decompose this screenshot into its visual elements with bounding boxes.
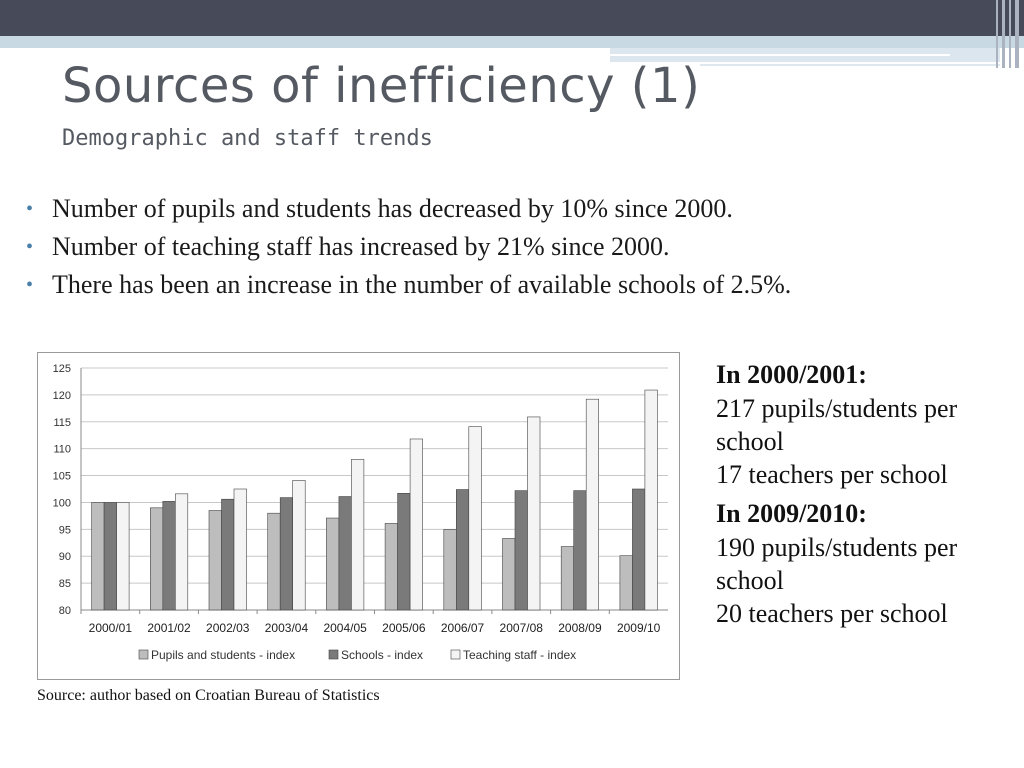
bullet-list (22, 190, 791, 304)
bullet-item (22, 228, 791, 266)
source-note: Source: author based on Croatian Bureau of Statistics (37, 687, 380, 704)
bullet-icon: • (26, 236, 34, 258)
bar (163, 501, 176, 610)
chart-frame (37, 352, 680, 680)
y-tick-label: 85 (58, 578, 71, 591)
bullet-item (22, 190, 791, 228)
x-tick-label: 2001/02 (147, 621, 191, 635)
bar (339, 497, 352, 610)
top-band (0, 36, 1024, 48)
bar (645, 390, 658, 610)
stats-pupils-2009: 190 pupils/students per school (716, 533, 958, 595)
bar (444, 529, 457, 610)
bar (104, 502, 117, 610)
x-tick-label: 2006/07 (440, 621, 485, 635)
bullet-item (22, 266, 791, 304)
bar (561, 547, 574, 610)
bar (620, 556, 633, 610)
x-tick-label: 2000/01 (88, 621, 133, 635)
bar (268, 513, 281, 610)
stats-teachers-2000: 17 teachers per school (716, 460, 948, 489)
y-tick-label: 120 (52, 389, 71, 402)
legend-label: Pupils and students - index (151, 648, 296, 662)
legend-swatch (139, 650, 148, 659)
decor-line (610, 54, 950, 56)
slide-title: Sources of inefficiency (1) (62, 58, 701, 114)
bar (574, 491, 587, 610)
x-tick-label: 2008/09 (558, 621, 602, 635)
bar (385, 523, 398, 610)
bar (117, 502, 130, 610)
bullet-icon: • (26, 274, 34, 296)
bar (280, 498, 293, 610)
bullet-text: Number of teaching staff has increased by 21% since 2000. (52, 232, 670, 261)
y-tick-label: 125 (52, 363, 71, 375)
bullet-text: There has been an increase in the number of available schools of 2.5%. (52, 270, 792, 299)
bar-chart (38, 353, 679, 679)
bar (469, 427, 482, 610)
legend-label: Schools - index (341, 648, 424, 662)
bar (456, 490, 469, 610)
stats-panel (716, 358, 1016, 630)
bar (234, 489, 247, 610)
x-tick-label: 2007/08 (499, 621, 543, 635)
decor-stripes (992, 0, 1024, 68)
bar (515, 491, 528, 610)
bar (222, 499, 235, 610)
y-tick-label: 105 (52, 470, 71, 483)
bullet-icon: • (26, 198, 34, 220)
bullet-text: Number of pupils and students has decreased by 10% since 2000. (52, 194, 733, 223)
stats-pupils-2000: 217 pupils/students per school (716, 394, 958, 456)
x-tick-label: 2003/04 (264, 621, 309, 635)
bar (632, 489, 645, 610)
stats-heading-2009: In 2009/2010: (716, 499, 867, 528)
bar (528, 417, 541, 610)
legend-label: Teaching staff - index (463, 648, 577, 662)
x-tick-label: 2002/03 (206, 621, 250, 635)
bar (209, 511, 222, 610)
y-tick-label: 110 (53, 443, 71, 456)
y-tick-label: 90 (58, 551, 71, 564)
bar (175, 494, 188, 610)
slide-subtitle: Demographic and staff trends (62, 126, 433, 151)
bar (92, 502, 105, 610)
y-tick-label: 95 (58, 524, 71, 537)
x-tick-label: 2009/10 (616, 621, 661, 635)
top-bar (0, 0, 1024, 36)
decor-line (700, 64, 1000, 66)
bar (410, 439, 423, 610)
stats-teachers-2009: 20 teachers per school (716, 599, 948, 628)
bar (150, 508, 163, 610)
bar (586, 399, 599, 610)
bar (503, 538, 516, 610)
y-tick-label: 80 (58, 605, 71, 617)
y-tick-label: 115 (53, 416, 71, 429)
bar (398, 493, 411, 610)
bar (293, 480, 306, 610)
x-tick-label: 2004/05 (323, 621, 367, 635)
stats-heading-2000: In 2000/2001: (716, 360, 867, 389)
bar (351, 459, 364, 610)
bar (326, 518, 339, 610)
y-tick-label: 100 (52, 497, 71, 510)
legend-swatch (329, 650, 338, 659)
legend-swatch (451, 650, 460, 659)
x-tick-label: 2005/06 (382, 621, 426, 635)
